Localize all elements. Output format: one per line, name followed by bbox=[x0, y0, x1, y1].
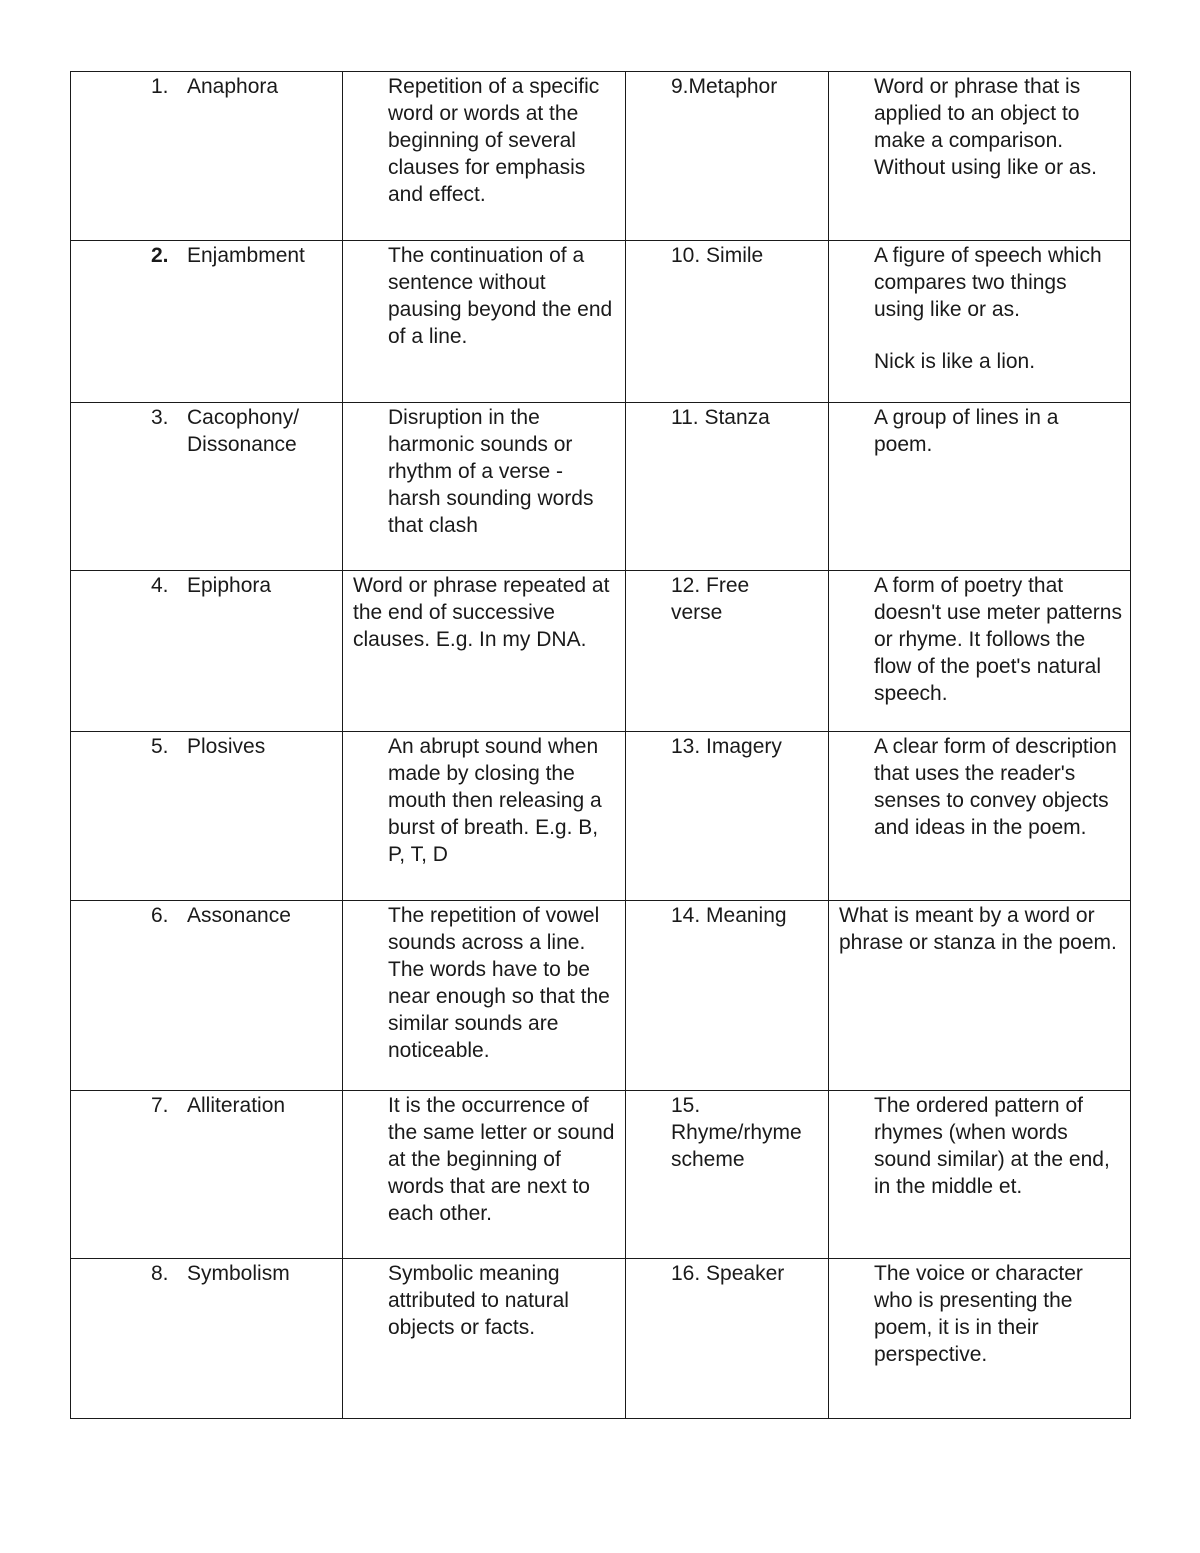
definition-cell bbox=[343, 901, 626, 1091]
term-number: 2. bbox=[151, 244, 169, 267]
term-label: Anaphora bbox=[187, 75, 279, 98]
term-label: Cacophony/ Dissonance bbox=[187, 406, 300, 456]
term-label: Symbolism bbox=[187, 1262, 290, 1285]
term-cell bbox=[626, 403, 829, 571]
term-label: Plosives bbox=[187, 735, 266, 758]
term-number: 3. bbox=[151, 406, 169, 429]
term-label: 16. Speaker bbox=[671, 1262, 785, 1285]
definition-text: What is meant by a word or phrase or stanza in the poem. bbox=[839, 904, 1117, 954]
term-cell bbox=[626, 1259, 829, 1419]
definition-text: A form of poetry that doesn't use meter patterns or rhyme. It follows the flow of the poet's natural speech. bbox=[874, 574, 1122, 705]
definition-cell bbox=[343, 403, 626, 571]
definition-text: The ordered pattern of rhymes (when words sound similar) at the end, in the middle et. bbox=[874, 1094, 1110, 1198]
definition-cell bbox=[829, 1091, 1131, 1259]
term-label: Epiphora bbox=[187, 574, 272, 597]
definition-cell bbox=[829, 901, 1131, 1091]
definition-cell bbox=[343, 1259, 626, 1419]
term-cell bbox=[626, 901, 829, 1091]
definition-text: The voice or character who is presenting the poem, it is in their perspective. bbox=[874, 1262, 1083, 1366]
table-row bbox=[71, 901, 1131, 1091]
definition-cell bbox=[343, 571, 626, 732]
term-cell bbox=[71, 403, 343, 571]
definition-text: The continuation of a sentence without pausing beyond the end of a line. bbox=[388, 244, 613, 348]
definition-cell bbox=[343, 241, 626, 403]
definition-cell bbox=[829, 72, 1131, 241]
definition-text: A clear form of description that uses the reader's senses to convey objects and ideas in the poem. bbox=[874, 735, 1117, 839]
definition-text: Symbolic meaning attributed to natural objects or facts. bbox=[388, 1262, 569, 1339]
term-cell bbox=[626, 1091, 829, 1259]
term-number: 6. bbox=[151, 904, 169, 927]
term-label: Assonance bbox=[187, 904, 291, 927]
definition-text: A group of lines in a poem. bbox=[874, 406, 1059, 456]
table-row bbox=[71, 1259, 1131, 1419]
definition-text: Word or phrase repeated at the end of successive clauses. E.g. In my DNA. bbox=[353, 574, 610, 651]
term-cell bbox=[626, 241, 829, 403]
table-row bbox=[71, 241, 1131, 403]
definition-cell bbox=[343, 732, 626, 901]
table-row bbox=[71, 1091, 1131, 1259]
term-label: 10. Simile bbox=[671, 244, 764, 267]
table-row bbox=[71, 403, 1131, 571]
definition-text: It is the occurrence of the same letter or sound at the beginning of words that are next to each other. bbox=[388, 1094, 615, 1225]
term-cell bbox=[71, 1091, 343, 1259]
definition-cell bbox=[343, 1091, 626, 1259]
definition-cell bbox=[829, 732, 1131, 901]
term-cell bbox=[71, 241, 343, 403]
term-number: 1. bbox=[151, 75, 169, 98]
term-label: 11. Stanza bbox=[671, 406, 770, 429]
definition-text: The repetition of vowel sounds across a line. The words have to be near enough so that the similar sounds are noticeable. bbox=[388, 904, 610, 1062]
poetry-terms-table bbox=[70, 71, 1131, 1419]
term-cell bbox=[71, 571, 343, 732]
definition-cell bbox=[343, 72, 626, 241]
definition-text: A figure of speech which compares two things using like or as. bbox=[874, 244, 1102, 321]
term-cell bbox=[626, 732, 829, 901]
term-label: 15. Rhyme/rhyme scheme bbox=[671, 1094, 802, 1171]
definition-text: Word or phrase that is applied to an object to make a comparison. Without using like or as. bbox=[874, 75, 1097, 179]
term-cell bbox=[71, 732, 343, 901]
term-cell bbox=[71, 72, 343, 241]
term-label: 12. Free verse bbox=[671, 574, 750, 624]
definition-text: Repetition of a specific word or words at the beginning of several clauses for emphasis and effect. bbox=[388, 75, 600, 206]
term-cell bbox=[71, 1259, 343, 1419]
definition-cell bbox=[829, 241, 1131, 403]
term-number: 7. bbox=[151, 1094, 169, 1117]
term-label: 9.Metaphor bbox=[671, 75, 778, 98]
term-cell bbox=[626, 72, 829, 241]
table-row bbox=[71, 732, 1131, 901]
term-label: 14. Meaning bbox=[671, 904, 787, 927]
definition-cell bbox=[829, 1259, 1131, 1419]
definition-cell bbox=[829, 403, 1131, 571]
term-label: 13. Imagery bbox=[671, 735, 782, 758]
term-cell bbox=[71, 901, 343, 1091]
term-label: Enjambment bbox=[187, 244, 305, 267]
table-row bbox=[71, 72, 1131, 241]
definition-example: Nick is like a lion. bbox=[874, 350, 1036, 373]
term-cell bbox=[626, 571, 829, 732]
term-label: Alliteration bbox=[187, 1094, 286, 1117]
definition-text: An abrupt sound when made by closing the mouth then releasing a burst of breath. E.g. B, P, T, D bbox=[388, 735, 602, 866]
term-number: 5. bbox=[151, 735, 169, 758]
term-number: 8. bbox=[151, 1262, 169, 1285]
term-number: 4. bbox=[151, 574, 169, 597]
definition-text: Disruption in the harmonic sounds or rhythm of a verse - harsh sounding words that clash bbox=[388, 406, 594, 537]
definition-cell bbox=[829, 571, 1131, 732]
table-row bbox=[71, 571, 1131, 732]
